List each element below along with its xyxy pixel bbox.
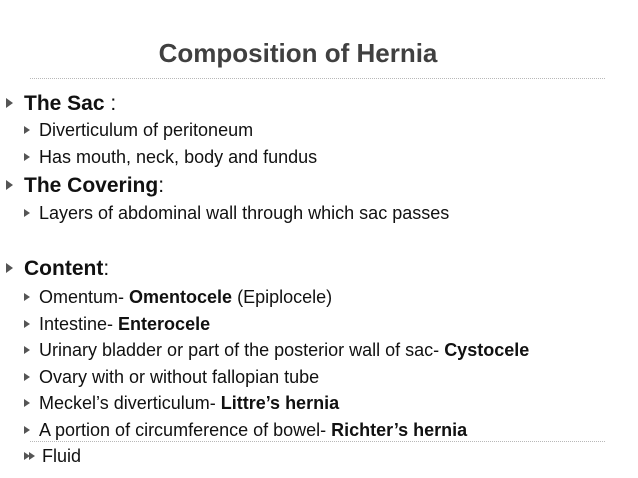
covering-item-row [24,201,449,225]
triangle-bullet-icon [24,209,30,217]
sac-item: Has mouth, neck, body and fundus [39,147,318,167]
bottom-divider [30,441,605,442]
content-item-row [24,365,319,389]
triangle-bullet-icon [6,98,13,108]
content-item-term: Richter’s hernia [331,420,468,440]
triangle-bullet-icon [24,153,30,161]
sac-item: Diverticulum of peritoneum [39,120,254,140]
content-heading: Content [24,257,104,280]
content-item-prefix: A portion of circumference of bowel- [39,420,332,440]
content-item-row [24,285,332,309]
sac-item-row [24,118,253,142]
covering-heading: The Covering [24,174,159,197]
sac-item-row [24,145,317,169]
covering-heading-row [6,173,164,199]
triangle-bullet-icon [24,399,30,407]
covering-item: Layers of abdominal wall through which sac passes [39,203,450,223]
content-item-suffix: (Epiplocele) [232,287,333,307]
content-item-row [24,391,339,415]
content-item-row [24,418,467,442]
covering-heading-suffix: : [158,174,165,197]
content-item-row [24,444,81,468]
triangle-bullet-icon [24,373,30,381]
content-item-prefix: Meckel’s diverticulum- [39,393,221,413]
triangle-bullet-icon [24,426,30,434]
triangle-bullet-icon [24,346,30,354]
content-item-prefix: Ovary with or without fallopian tube [39,367,320,387]
content-item-term: Cystocele [444,340,530,360]
content-item-row [24,312,210,336]
content-item-prefix: Fluid [42,446,82,466]
triangle-bullet-icon [24,320,30,328]
content-item-prefix: Urinary bladder or part of the posterior wall of sac- [39,340,445,360]
content-item-term: Omentocele [129,287,233,307]
triangle-bullet-icon [24,126,30,134]
triangle-bullet-icon [6,180,13,190]
sac-heading: The Sac [24,92,105,115]
content-item-row [24,338,529,362]
double-triangle-bullet-icon [24,451,38,461]
content-item-term: Littre’s hernia [220,393,340,413]
content-heading-row [6,256,109,282]
content-heading-suffix: : [103,257,110,280]
sac-heading-suffix: : [104,92,117,115]
slide-title: Composition of Hernia [158,38,438,68]
content-item-prefix: Intestine- [39,314,119,334]
sac-heading-row [6,91,116,117]
triangle-bullet-icon [6,263,13,273]
content-item-prefix: Omentum- [39,287,130,307]
top-divider [30,78,605,79]
content-item-term: Enterocele [118,314,211,334]
triangle-bullet-icon [24,293,30,301]
